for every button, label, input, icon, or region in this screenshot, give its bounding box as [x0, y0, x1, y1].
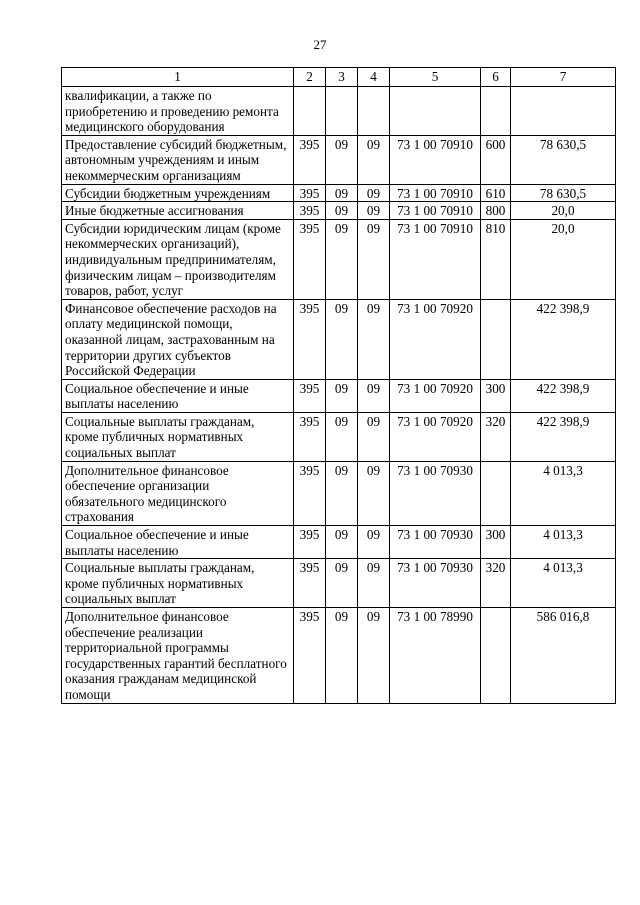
amount-cell — [511, 87, 616, 136]
row-name-cell: Социальное обеспечение и иные выплаты населению — [62, 526, 294, 559]
amount-cell: 78 630,5 — [511, 135, 616, 184]
admin-code-cell: 395 — [294, 299, 326, 379]
column-header: 6 — [481, 68, 511, 87]
table-row — [62, 219, 616, 299]
section-cell: 09 — [326, 379, 358, 412]
amount-cell: 422 398,9 — [511, 379, 616, 412]
expense-type-cell: 600 — [481, 135, 511, 184]
subsection-cell: 09 — [358, 412, 390, 461]
table-row — [62, 87, 616, 136]
budget-table — [61, 67, 616, 704]
expense-type-cell: 300 — [481, 379, 511, 412]
admin-code-cell: 395 — [294, 526, 326, 559]
subsection-cell: 09 — [358, 608, 390, 704]
table-row — [62, 608, 616, 704]
table-row — [62, 184, 616, 202]
amount-cell: 4 013,3 — [511, 461, 616, 525]
row-name-cell: Социальные выплаты гражданам, кроме публичных нормативных социальных выплат — [62, 412, 294, 461]
column-header: 4 — [358, 68, 390, 87]
row-name-cell: Субсидии бюджетным учреждениям — [62, 184, 294, 202]
target-article-cell: 73 1 00 70910 — [390, 202, 481, 220]
row-name-cell: Дополнительное финансовое обеспечение реализации территориальной программы государственных гарантий бесплатного оказания гражданам медицинской помощи — [62, 608, 294, 704]
admin-code-cell: 395 — [294, 379, 326, 412]
subsection-cell: 09 — [358, 202, 390, 220]
target-article-cell — [390, 87, 481, 136]
admin-code-cell: 395 — [294, 184, 326, 202]
target-article-cell: 73 1 00 70920 — [390, 299, 481, 379]
admin-code-cell: 395 — [294, 202, 326, 220]
target-article-cell: 73 1 00 70930 — [390, 461, 481, 525]
target-article-cell: 73 1 00 70930 — [390, 559, 481, 608]
target-article-cell: 73 1 00 70920 — [390, 412, 481, 461]
expense-type-cell — [481, 608, 511, 704]
amount-cell: 422 398,9 — [511, 299, 616, 379]
admin-code-cell: 395 — [294, 135, 326, 184]
target-article-cell: 73 1 00 70910 — [390, 135, 481, 184]
table-row — [62, 461, 616, 525]
row-name-cell: Дополнительное финансовое обеспечение организации обязательного медицинского страхования — [62, 461, 294, 525]
section-cell: 09 — [326, 559, 358, 608]
subsection-cell: 09 — [358, 135, 390, 184]
header-row — [62, 68, 616, 87]
table-row — [62, 526, 616, 559]
row-name-cell: Предоставление субсидий бюджетным, автономным учреждениям и иным некоммерческим организациям — [62, 135, 294, 184]
expense-type-cell: 610 — [481, 184, 511, 202]
column-header: 1 — [62, 68, 294, 87]
subsection-cell: 09 — [358, 184, 390, 202]
row-name-cell: Финансовое обеспечение расходов на оплату медицинской помощи, оказанной лицам, застрахованным на территории других субъектов Российской Федерации — [62, 299, 294, 379]
amount-cell: 4 013,3 — [511, 559, 616, 608]
section-cell: 09 — [326, 461, 358, 525]
row-name-cell: квалификации, а также по приобретению и проведению ремонта медицинского оборудования — [62, 87, 294, 136]
table-row — [62, 559, 616, 608]
target-article-cell: 73 1 00 70910 — [390, 219, 481, 299]
expense-type-cell: 320 — [481, 412, 511, 461]
expense-type-cell — [481, 87, 511, 136]
target-article-cell: 73 1 00 70920 — [390, 379, 481, 412]
amount-cell: 586 016,8 — [511, 608, 616, 704]
amount-cell: 20,0 — [511, 202, 616, 220]
section-cell: 09 — [326, 135, 358, 184]
table-row — [62, 299, 616, 379]
expense-type-cell — [481, 461, 511, 525]
section-cell — [326, 87, 358, 136]
expense-type-cell: 300 — [481, 526, 511, 559]
admin-code-cell: 395 — [294, 219, 326, 299]
amount-cell: 422 398,9 — [511, 412, 616, 461]
subsection-cell: 09 — [358, 559, 390, 608]
section-cell: 09 — [326, 202, 358, 220]
table-row — [62, 379, 616, 412]
column-header: 7 — [511, 68, 616, 87]
row-name-cell: Социальное обеспечение и иные выплаты населению — [62, 379, 294, 412]
amount-cell: 78 630,5 — [511, 184, 616, 202]
column-header: 2 — [294, 68, 326, 87]
section-cell: 09 — [326, 219, 358, 299]
amount-cell: 4 013,3 — [511, 526, 616, 559]
section-cell: 09 — [326, 526, 358, 559]
row-name-cell: Социальные выплаты гражданам, кроме публичных нормативных социальных выплат — [62, 559, 294, 608]
admin-code-cell — [294, 87, 326, 136]
amount-cell: 20,0 — [511, 219, 616, 299]
row-name-cell: Субсидии юридическим лицам (кроме некоммерческих организаций), индивидуальным предпринимателям, физическим лицам – производителям товаров, работ, услуг — [62, 219, 294, 299]
expense-type-cell: 800 — [481, 202, 511, 220]
row-name-cell: Иные бюджетные ассигнования — [62, 202, 294, 220]
expense-type-cell — [481, 299, 511, 379]
table-row — [62, 412, 616, 461]
target-article-cell: 73 1 00 70930 — [390, 526, 481, 559]
column-header: 3 — [326, 68, 358, 87]
admin-code-cell: 395 — [294, 461, 326, 525]
subsection-cell — [358, 87, 390, 136]
subsection-cell: 09 — [358, 299, 390, 379]
section-cell: 09 — [326, 412, 358, 461]
admin-code-cell: 395 — [294, 608, 326, 704]
subsection-cell: 09 — [358, 526, 390, 559]
target-article-cell: 73 1 00 78990 — [390, 608, 481, 704]
table-row — [62, 202, 616, 220]
column-header: 5 — [390, 68, 481, 87]
section-cell: 09 — [326, 184, 358, 202]
section-cell: 09 — [326, 608, 358, 704]
section-cell: 09 — [326, 299, 358, 379]
subsection-cell: 09 — [358, 219, 390, 299]
subsection-cell: 09 — [358, 461, 390, 525]
admin-code-cell: 395 — [294, 412, 326, 461]
page-number: 27 — [313, 37, 327, 52]
subsection-cell: 09 — [358, 379, 390, 412]
target-article-cell: 73 1 00 70910 — [390, 184, 481, 202]
expense-type-cell: 810 — [481, 219, 511, 299]
admin-code-cell: 395 — [294, 559, 326, 608]
expense-type-cell: 320 — [481, 559, 511, 608]
table-row — [62, 135, 616, 184]
